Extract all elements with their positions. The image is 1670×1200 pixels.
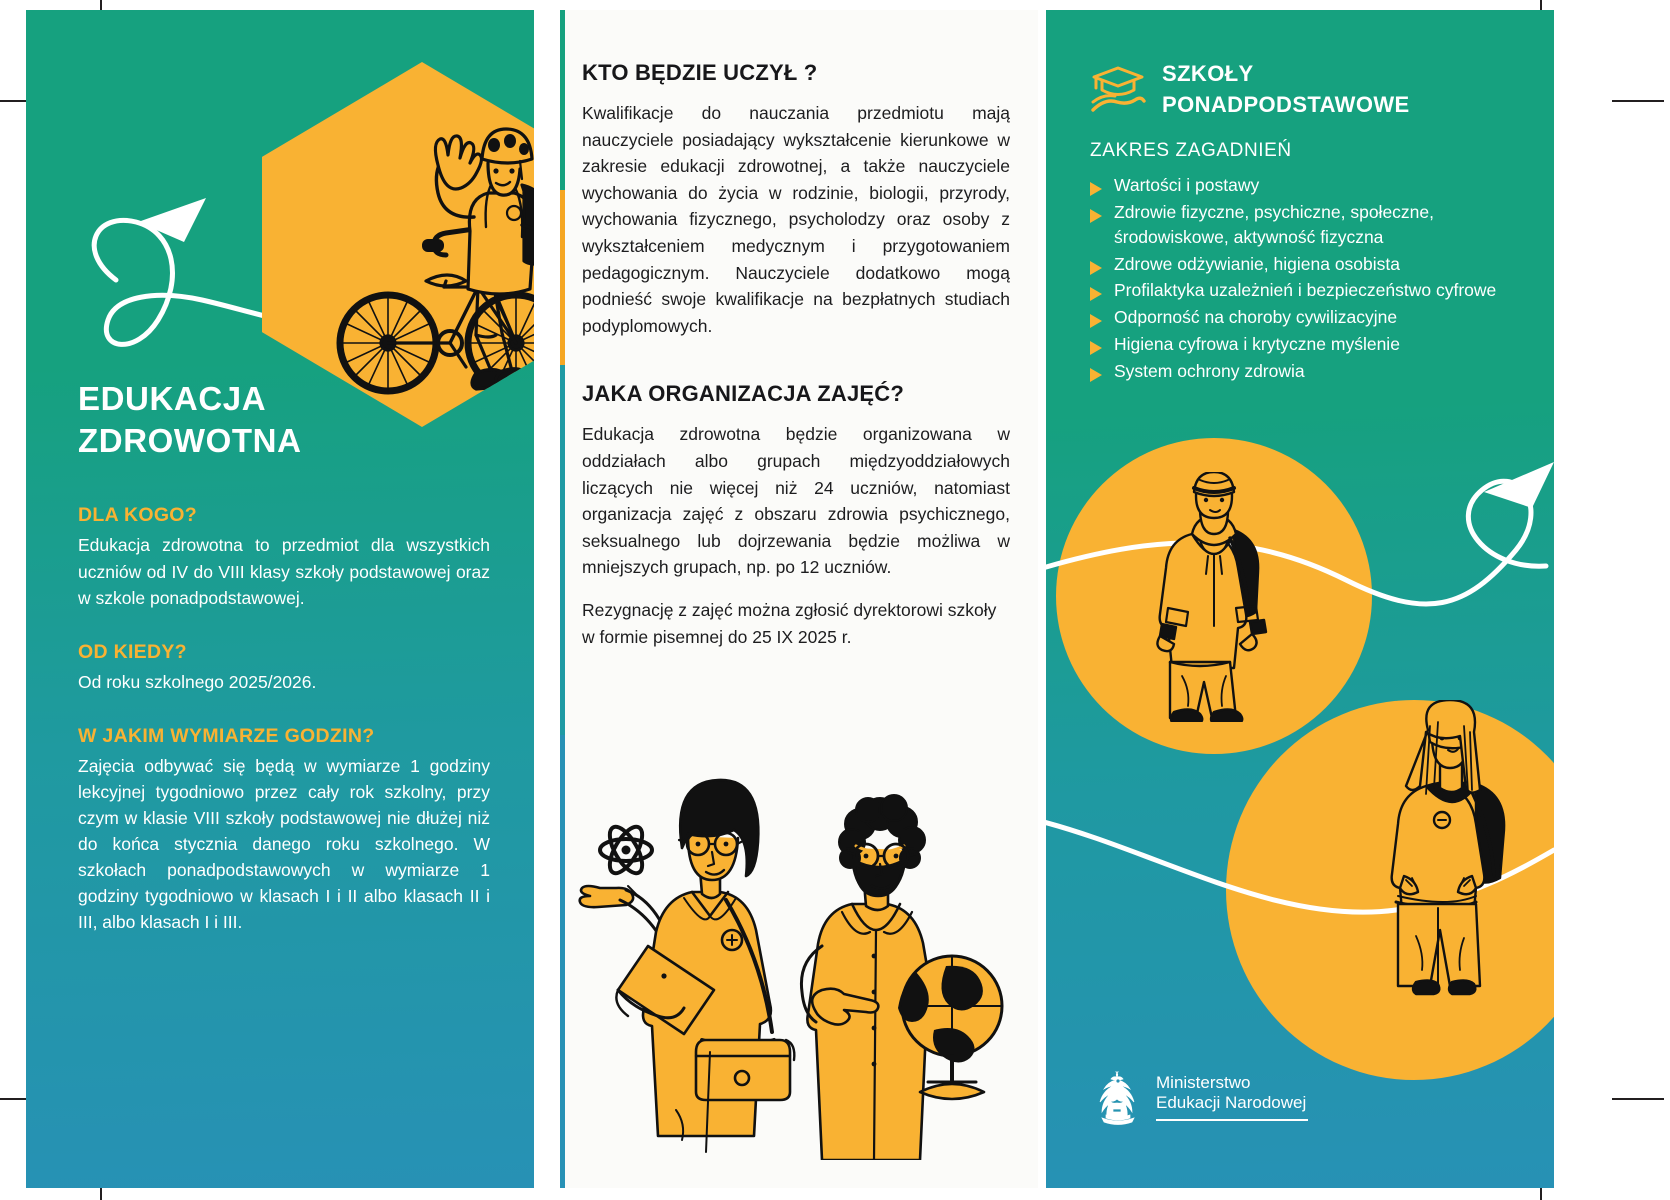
left-panel [26,10,534,1188]
edge-rule-teal-bottom [560,365,565,735]
right-panel-subtitle: ZAKRES ZAGADNIEŃ [1090,140,1292,161]
ministry-line-1: Ministerstwo [1156,1072,1251,1092]
list-item [1090,173,1540,198]
triangle-bullet-icon [1090,182,1102,196]
triangle-bullet-icon [1090,287,1102,301]
list-item-label: System ochrony zdrowia [1114,360,1305,381]
graduation-cap-in-hand-icon [1090,64,1146,116]
topics-list [1090,173,1540,386]
section-heading: KTO BĘDZIE UCZYŁ ? [582,60,818,85]
triangle-bullet-icon [1090,368,1102,382]
spacer [582,355,1010,381]
right-panel-title [1162,58,1410,120]
list-item-label: Odporność na choroby cywilizacyjne [1114,307,1398,328]
list-item-label: Wartości i postawy [1114,175,1260,195]
boy-with-backpack-illustration [1138,472,1288,722]
section-body: Edukacja zdrowotna to przedmiot dla wszystkich uczniów od IV do VIII klasy szkoły podstawowej oraz w szkole ponadpodstawowej. [78,535,490,608]
right-panel [1046,10,1554,1188]
right-panel-header [1090,58,1510,120]
two-teachers-with-atom-and-globe-illustration [560,740,1038,1160]
section-heading: JAKA ORGANIZACJA ZAJĘĆ? [582,381,904,407]
triangle-bullet-icon [1090,261,1102,275]
list-item-label: Profilaktyka uzależnień i bezpieczeństwo cyfrowe [1114,280,1497,301]
triangle-bullet-icon [1090,209,1102,223]
crop-mark-br-h [1612,1098,1664,1100]
spacer [78,695,490,725]
cyclist-with-helmet-illustration [326,121,534,421]
section-body: Zajęcia odbywać się będą w wymiarze 1 godziny lekcyjnej tygodniowo przez cały rok szkolny, przy czym w klasie VIII szkoły podstawowej nie dłużej niż do końca stycznia danego roku szkolnego. W szkołach ponadpodstawowych w wymiarze 1 godziny tygodniowo w klasach I i II albo klasach II i III, albo klasach I i III. [78,755,490,933]
list-item-label: Zdrowe odżywianie, higiena osobista [1114,253,1400,274]
list-item [1090,332,1540,357]
section-wymiar-godzin [78,725,490,935]
ministry-underline [1156,1119,1308,1122]
section-body: Od roku szkolnego 2025/2026. [78,671,317,692]
list-item [1090,200,1540,250]
list-item [1090,305,1540,330]
list-item [1090,278,1540,303]
hexagon-shape [262,62,534,427]
section-paragraph: Kwalifikacje do nauczania przedmiotu mają nauczyciele posiadający wykształcenie kierunkowe w zakresie edukacji zdrowotnej, a także nauczyciele wychowania do życia w rodzinie, biologii, przyrody, wychowania fizycznego, psycholodzy oraz osoby z wykształceniem medycznym i przygotowaniem pedagogicznym. Nauczyciele dodatkowo mogą podnieść swoje kwalifikacje na bezpłatnych studiach podyplomowych. [582,103,1010,336]
ministry-name [1156,1073,1308,1121]
section-heading: DLA KOGO? [78,504,197,527]
ministry-line-2: Edukacji Narodowej [1156,1093,1307,1113]
left-panel-content [78,378,490,935]
section-kto-bedzie-uczyl [582,60,1010,339]
list-item-label: Higiena cyfrowa i krytyczne myślenie [1114,334,1400,355]
middle-panel-content [582,60,1010,666]
section-jaka-organizacja [582,381,1010,650]
list-item [1090,252,1540,277]
section-paragraph: Edukacja zdrowotna będzie organizowana w oddziałach albo grupach międzyoddziałowych liczących nie więcej niż 24 uczniów, natomiast organizacja zajęć z obszaru zdrowia psychicznego, seksualnego lub dojrzewania będzie możliwa w mniejszych grupach, np. po 12 uczniów. [582,424,1010,578]
ministry-logo [1092,1068,1308,1126]
right-panel-title-line-1: SZKOŁY [1162,61,1254,86]
section-heading: W JAKIM WYMIARZE GODZIN? [78,724,375,747]
section-od-kiedy [78,641,490,695]
triangle-bullet-icon [1090,314,1102,328]
right-panel-title-line-2: PONADPODSTAWOWE [1162,92,1410,118]
triangle-bullet-icon [1090,341,1102,355]
list-item-label: Zdrowie fizyczne, psychiczne, społeczne, środowiskowe, aktywność fizyczna [1114,201,1434,247]
crop-mark-tr-h [1612,100,1664,102]
edge-rule-gold [560,190,565,365]
girl-with-backpack-illustration [1368,700,1528,1010]
section-paragraph: Rezygnację z zajęć można zgłosić dyrektorowi szkoły w formie pisemnej do 25 IX 2025 r. [582,599,997,647]
list-item [1090,359,1540,384]
section-heading: OD KIEDY? [78,640,187,663]
page-title: EDUKACJA ZDROWOTNA [78,380,302,460]
spacer [78,611,490,641]
section-dla-kogo [78,504,490,610]
edge-rule-teal-top [560,10,565,190]
polish-eagle-emblem [1092,1068,1144,1126]
middle-panel [560,10,1038,1188]
